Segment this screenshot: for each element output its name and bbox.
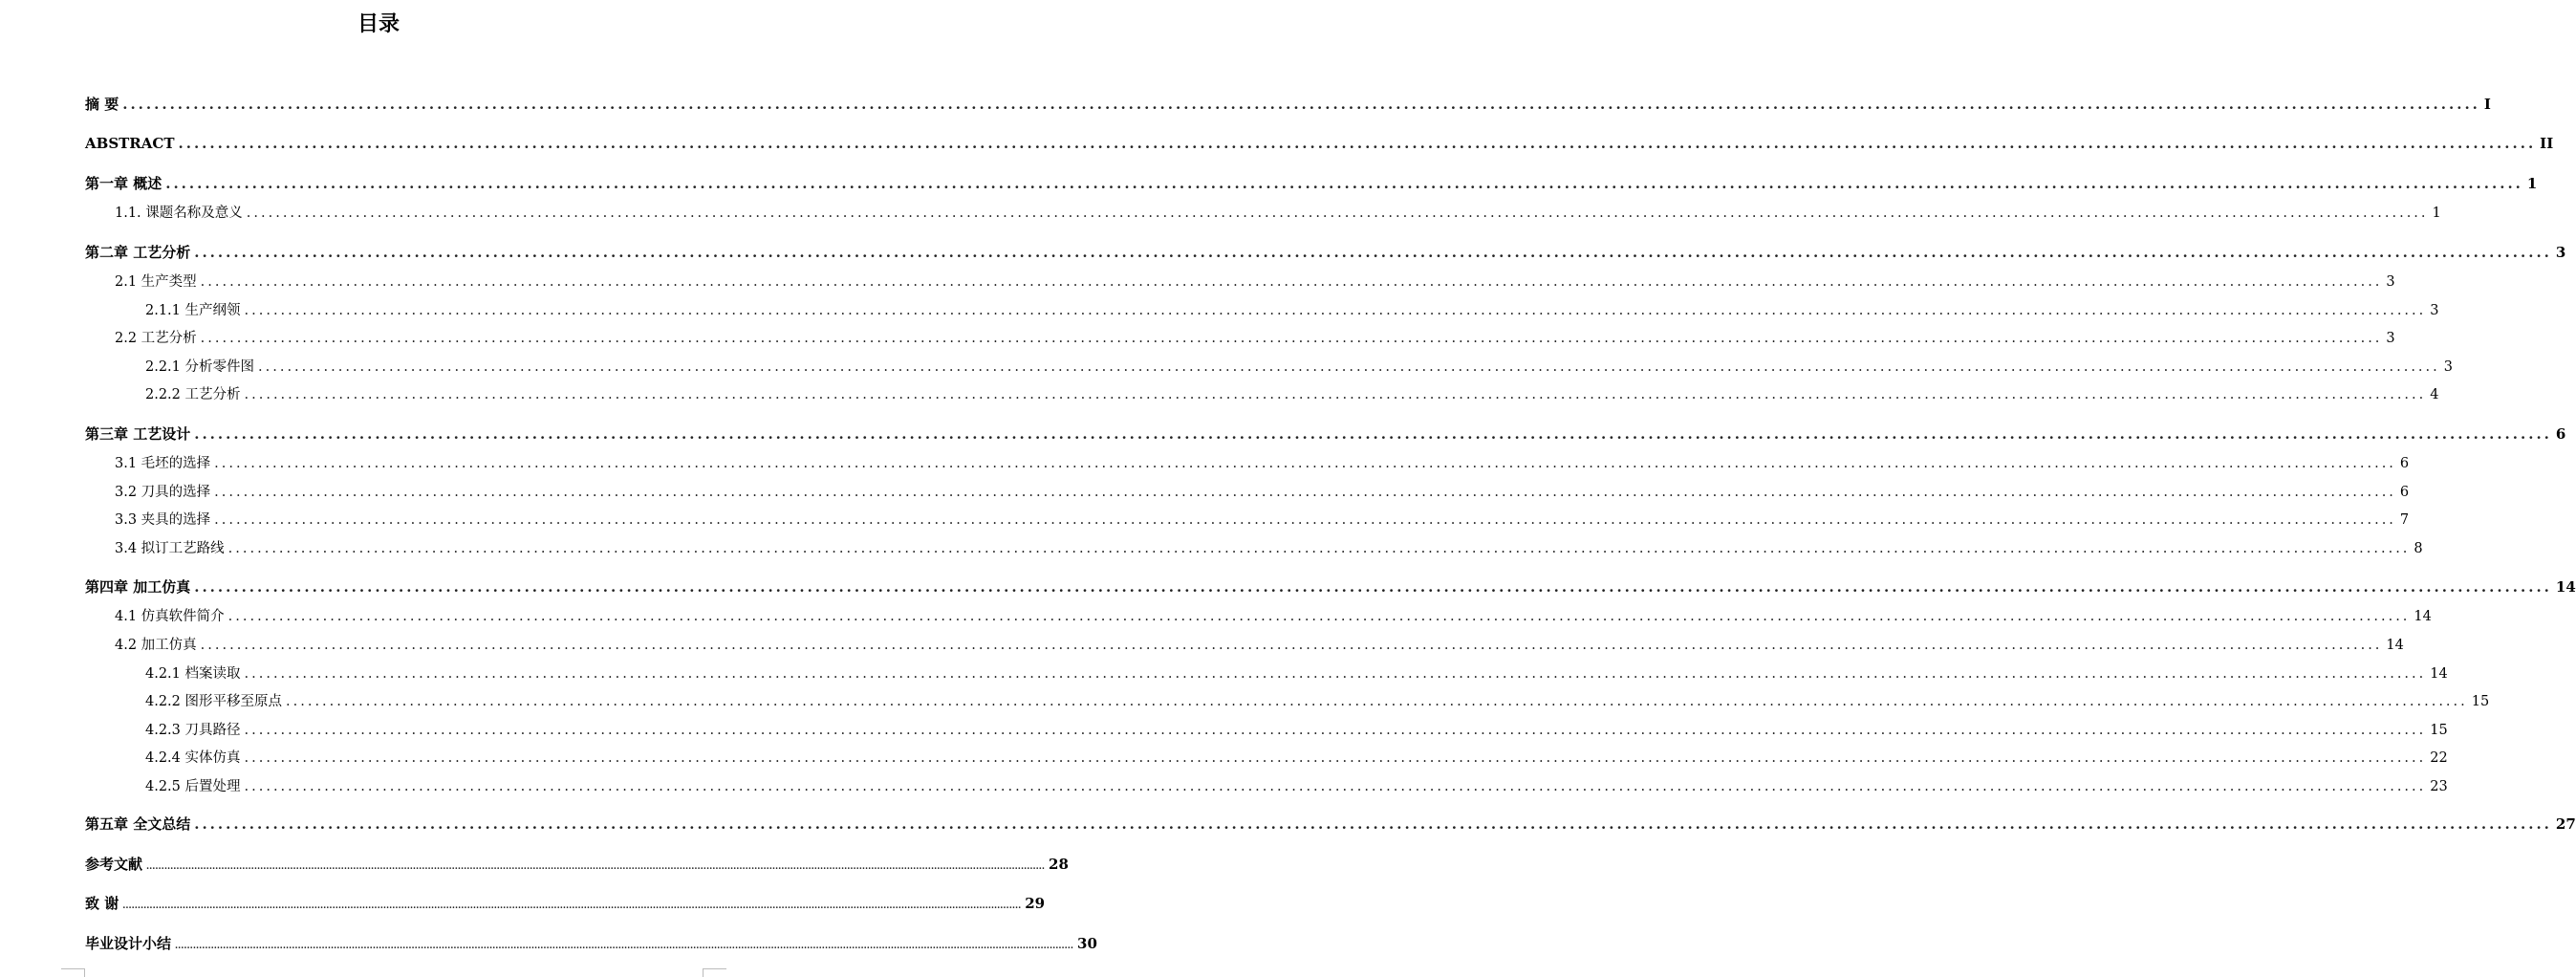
toc-entry-page-number: II [2540, 135, 2554, 152]
toc-entry-label: 致 谢 [85, 895, 119, 912]
toc-entry-page-number: 6 [2399, 485, 2410, 500]
toc-entry-label: 2.1.1 生产纲领 [145, 303, 241, 318]
toc-entry-page-number: 27 [2555, 815, 2576, 833]
toc-entry-label: 3.1 毛坯的选择 [115, 456, 211, 471]
toc-entry-label: 摘 要 [85, 96, 119, 113]
toc-entry-label: ABSTRACT [85, 135, 175, 152]
toc-entry-label: 3.4 拟订工艺路线 [115, 541, 225, 556]
toc-entry[interactable] [85, 933, 1097, 953]
toc-entry[interactable] [85, 242, 2566, 262]
toc-entry[interactable] [115, 509, 2410, 529]
toc-entry-page-number: 3 [2555, 244, 2566, 261]
toc-entry[interactable] [115, 605, 2432, 625]
toc-entry-page-number: 4 [2430, 387, 2439, 402]
toc-leader-dots: ............................................................................................................................................................................................................................................................................................................ [244, 779, 2427, 794]
toc-entry-label: 2.2 工艺分析 [115, 331, 197, 346]
toc-entry-label: 第五章 全文总结 [85, 815, 191, 833]
toc-entry[interactable] [85, 576, 2576, 597]
toc-entry[interactable] [145, 383, 2439, 403]
toc-entry[interactable] [115, 634, 2404, 654]
toc-entry-label: 4.1 仿真软件简介 [115, 609, 225, 624]
toc-entry-page-number: 6 [2399, 456, 2410, 471]
toc-entry[interactable] [115, 537, 2423, 557]
toc-leader-dots: ............................................................................................................................................................................................................................................................................................................ [258, 359, 2440, 375]
toc-entry-label: 4.2.3 刀具路径 [145, 723, 241, 738]
toc-leader-dots: ............................................................................................................................................................................................................................................................................................................ [214, 456, 2396, 471]
toc-leader-dots: ............................................................................................................................................................................................................................................................................................................ [227, 541, 2411, 556]
toc-entry-page-number: 14 [2386, 638, 2404, 653]
toc-entry-label: 第三章 工艺设计 [85, 425, 191, 443]
toc-entry[interactable] [85, 854, 1069, 874]
toc-leader-dots: ............................................................................................................................................................................................................................................................................................................ [194, 815, 2552, 833]
toc-entry-label: 3.2 刀具的选择 [115, 485, 211, 500]
toc-leader-dots: ............................................................................................................................................................................................................................................................................................................ [286, 694, 2468, 709]
toc-entry-label: 1.1. 课题名称及意义 [115, 206, 243, 221]
toc-entry-page-number: 23 [2430, 779, 2448, 794]
toc-entry[interactable] [115, 452, 2410, 472]
toc-entry-label: 毕业设计小结 [85, 935, 172, 952]
toc-entry-label: 4.2.2 图形平移至原点 [145, 694, 283, 709]
toc-entry[interactable] [115, 271, 2395, 291]
toc-entry[interactable] [85, 423, 2566, 444]
toc-entry-page-number: 14 [2430, 666, 2448, 682]
toc-entry-label: 第四章 加工仿真 [85, 578, 191, 596]
toc-leader-dots: ............................................................................................................................................................................................................................................................................................................ [244, 387, 2427, 402]
toc-entry-page-number: 15 [2430, 723, 2448, 738]
toc-entry-page-number: 1 [2432, 206, 2441, 221]
toc-leader-dots: ............................................................................................................................................................................................................................................................................................................ [244, 666, 2427, 682]
toc-entry[interactable] [115, 481, 2410, 501]
toc-leader-dots: ............................................................................................................................................................................................................................................................................................................ [122, 901, 1022, 911]
toc-leader-dots: ............................................................................................................................................................................................................................................................................................................ [175, 942, 1074, 951]
toc-entry-page-number: 6 [2555, 425, 2566, 443]
toc-leader-dots: ............................................................................................................................................................................................................................................................................................................ [122, 96, 2480, 113]
toc-entry[interactable] [145, 690, 2490, 710]
toc-leader-dots: ............................................................................................................................................................................................................................................................................................................ [194, 244, 2552, 261]
toc-entry-label: 参考文献 [85, 856, 143, 873]
toc-entry-label: 4.2.1 档案读取 [145, 666, 241, 682]
toc-leader-dots: ............................................................................................................................................................................................................................................................................................................ [214, 485, 2396, 500]
toc-entry[interactable] [85, 173, 2538, 193]
toc-entry-label: 2.2.2 工艺分析 [145, 387, 241, 402]
toc-entry[interactable] [85, 135, 2554, 152]
toc-entry[interactable] [145, 356, 2453, 376]
toc-leader-dots: ............................................................................................................................................................................................................................................................................................................ [178, 135, 2537, 152]
toc-entry-page-number: 3 [2443, 359, 2453, 375]
toc-entry-page-number: 22 [2430, 750, 2448, 766]
toc-entry-label: 3.3 夹具的选择 [115, 512, 211, 528]
toc-entry[interactable] [85, 94, 2491, 114]
toc-entry-page-number: 28 [1049, 856, 1069, 873]
toc-entry-page-number: 30 [1077, 935, 1097, 952]
toc-leader-dots: ............................................................................................................................................................................................................................................................................................................ [200, 274, 2383, 290]
toc-entry-page-number: 29 [1025, 895, 1046, 912]
toc-entry[interactable] [145, 719, 2448, 739]
toc-leader-dots: ............................................................................................................................................................................................................................................................................................................ [146, 862, 1046, 872]
toc-entry-page-number: 1 [2526, 175, 2538, 192]
toc-leader-dots: ............................................................................................................................................................................................................................................................................................................ [244, 303, 2427, 318]
toc-leader-dots: ............................................................................................................................................................................................................................................................................................................ [244, 750, 2427, 766]
toc-entry-label: 4.2.5 后置处理 [145, 779, 241, 794]
toc-entry-page-number: 8 [2414, 541, 2423, 556]
toc-entry-page-number: 14 [2555, 578, 2576, 596]
toc-entry-page-number: 3 [2386, 274, 2395, 290]
toc-leader-dots: ............................................................................................................................................................................................................................................................................................................ [227, 609, 2411, 624]
toc-entry-label: 2.1 生产类型 [115, 274, 197, 290]
toc-entry[interactable] [85, 893, 1046, 913]
toc-entry[interactable] [115, 202, 2441, 222]
toc-entry-page-number: 15 [2471, 694, 2490, 709]
toc-title: 目录 [357, 12, 400, 36]
toc-entry-page-number: 14 [2414, 609, 2432, 624]
toc-leader-dots: ............................................................................................................................................................................................................................................................................................................ [200, 638, 2383, 653]
toc-entry[interactable] [145, 775, 2448, 795]
toc-leader-dots: ............................................................................................................................................................................................................................................................................................................ [244, 723, 2427, 738]
page-corner-mark-left [61, 968, 85, 977]
toc-leader-dots: ............................................................................................................................................................................................................................................................................................................ [194, 578, 2552, 596]
toc-leader-dots: ............................................................................................................................................................................................................................................................................................................ [165, 175, 2523, 192]
toc-leader-dots: ............................................................................................................................................................................................................................................................................................................ [246, 206, 2429, 221]
toc-entry[interactable] [145, 662, 2448, 683]
toc-entry-page-number: 3 [2430, 303, 2439, 318]
toc-entry-label: 4.2 加工仿真 [115, 638, 197, 653]
toc-entry-label: 第二章 工艺分析 [85, 244, 191, 261]
toc-entry-label: 4.2.4 实体仿真 [145, 750, 241, 766]
toc-entry-label: 2.2.1 分析零件图 [145, 359, 255, 375]
toc-entry[interactable] [85, 814, 2576, 834]
page-corner-mark-right [703, 968, 726, 977]
toc-entry[interactable] [145, 747, 2448, 767]
toc-entry-label: 第一章 概述 [85, 175, 162, 192]
toc-entry-page-number: 7 [2399, 512, 2410, 528]
toc-leader-dots: ............................................................................................................................................................................................................................................................................................................ [214, 512, 2396, 528]
toc-leader-dots: ............................................................................................................................................................................................................................................................................................................ [194, 425, 2552, 443]
toc-entry-page-number: 3 [2386, 331, 2395, 346]
toc-leader-dots: ............................................................................................................................................................................................................................................................................................................ [200, 331, 2383, 346]
toc-entry[interactable] [145, 299, 2439, 319]
toc-entry-page-number: I [2483, 96, 2491, 113]
toc-entry[interactable] [115, 327, 2395, 347]
